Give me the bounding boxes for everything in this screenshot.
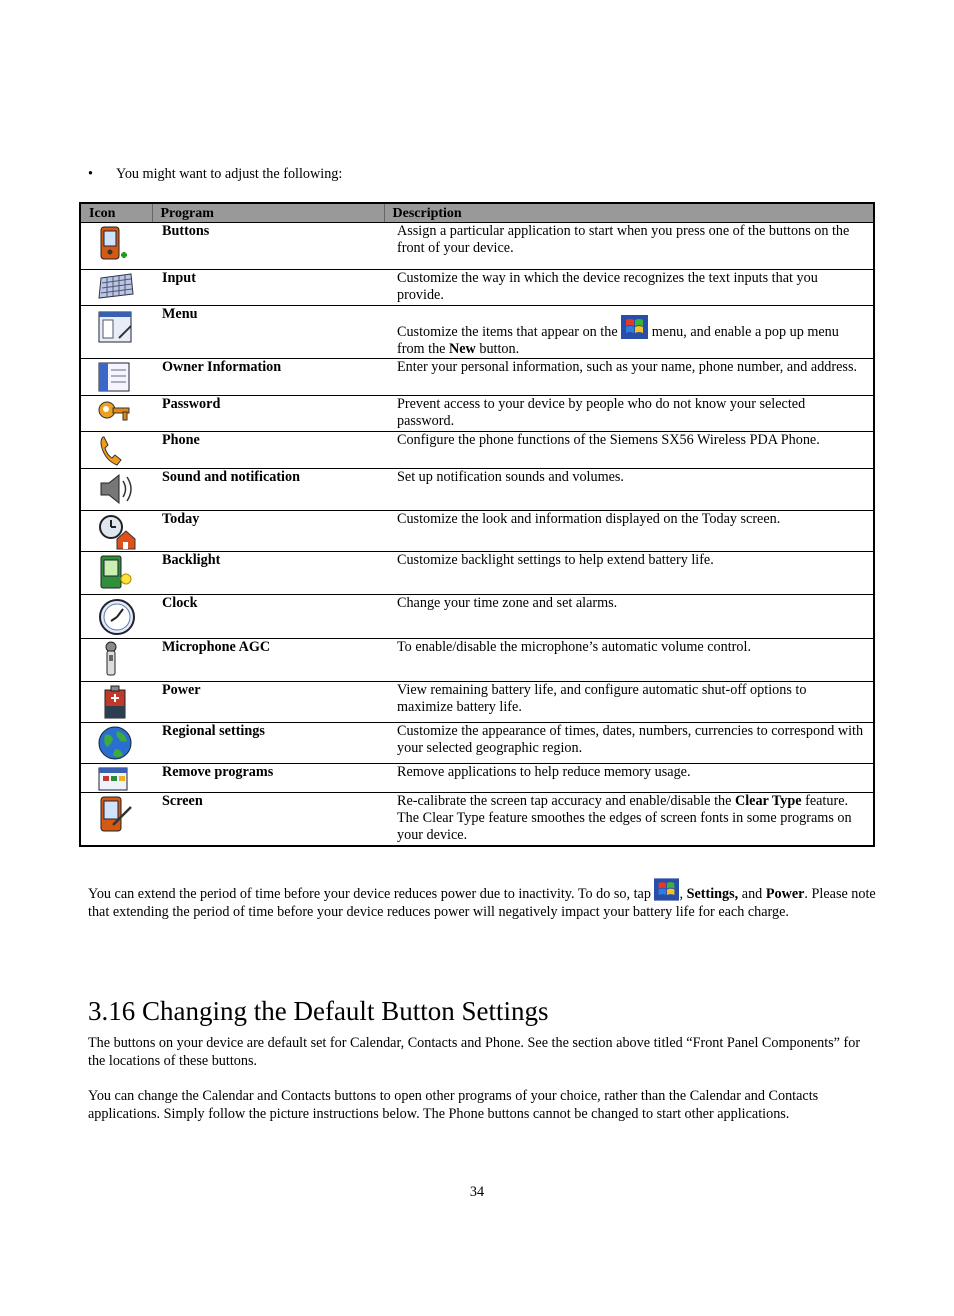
header-icon: Icon xyxy=(80,203,152,223)
program-name: Microphone AGC xyxy=(152,639,384,682)
remove-programs-icon xyxy=(97,766,133,792)
desc-text: button. xyxy=(475,341,520,357)
power-note-text: , xyxy=(679,886,687,902)
desc-text: Re-calibrate the screen tap accuracy and enable/disable the xyxy=(397,793,735,809)
power-bold-text: Power xyxy=(765,886,805,902)
table-row xyxy=(80,359,874,396)
power-note-paragraph xyxy=(88,878,878,921)
icon-cell xyxy=(80,639,152,682)
header-description: Description xyxy=(384,203,874,223)
program-description: Assign a particular application to start when you press one of the buttons on the front of your device. xyxy=(384,223,874,270)
program-name: Backlight xyxy=(152,552,384,595)
section-paragraph-2: You can change the Calendar and Contacts buttons to open other programs of your choice, rather than the Calendar and Contacts applications. Simply follow the picture instructions below. The Phone buttons cannot be changed to start other applications. xyxy=(88,1088,819,1122)
power-icon xyxy=(97,684,135,722)
program-description: Customize the way in which the device recognizes the text inputs that you provide. xyxy=(384,270,874,306)
icon-cell xyxy=(80,396,152,432)
icon-cell xyxy=(80,764,152,793)
program-name: Phone xyxy=(152,432,384,469)
program-name: Today xyxy=(152,511,384,552)
table-row xyxy=(80,764,874,793)
table-row xyxy=(80,552,874,595)
table-row xyxy=(80,223,874,270)
table-row xyxy=(80,723,874,764)
program-description: Enter your personal information, such as your name, phone number, and address. xyxy=(384,359,874,396)
power-note-text: . Please note that extending the period of time before your device reduces power will negatively impact your battery life for each charge. xyxy=(88,886,876,920)
program-description: Configure the phone functions of the Siemens SX56 Wireless PDA Phone. xyxy=(384,432,874,469)
program-description xyxy=(384,793,874,846)
section-paragraph-1: The buttons on your device are default set for Calendar, Contacts and Phone. See the section above titled “Front Panel Components” for the locations of these buttons. xyxy=(88,1035,861,1069)
settings-bold-text: Settings, xyxy=(686,886,739,902)
table-header-row xyxy=(80,203,874,223)
program-description xyxy=(384,306,874,359)
power-note-text: and xyxy=(738,886,766,902)
icon-cell xyxy=(80,595,152,639)
program-name: Sound and notification xyxy=(152,469,384,511)
section-heading: 3.16 Changing the Default Button Settings xyxy=(88,996,549,1026)
power-note-text: You can extend the period of time before your device reduces power due to inactivity. To do so, tap xyxy=(88,886,655,902)
table-row xyxy=(80,639,874,682)
icon-cell xyxy=(80,469,152,511)
desc-bold-text: New xyxy=(449,341,476,357)
clock-icon xyxy=(97,597,137,637)
program-name: Menu xyxy=(152,306,384,359)
table-row xyxy=(80,306,874,359)
program-name: Power xyxy=(152,682,384,723)
table-row xyxy=(80,682,874,723)
table-row xyxy=(80,469,874,511)
table-row xyxy=(80,396,874,432)
phone-icon xyxy=(97,434,127,468)
table-row xyxy=(80,511,874,552)
icon-cell xyxy=(80,723,152,764)
program-name: Remove programs xyxy=(152,764,384,793)
menu-icon xyxy=(97,308,135,346)
program-description: Customize the look and information displayed on the Today screen. xyxy=(384,511,874,552)
program-name: Regional settings xyxy=(152,723,384,764)
program-name: Clock xyxy=(152,595,384,639)
globe-icon xyxy=(97,725,135,763)
desc-text: Customize the items that appear on the xyxy=(397,324,622,340)
program-description: Change your time zone and set alarms. xyxy=(384,595,874,639)
program-description: Customize the appearance of times, dates, numbers, currencies to correspond with your selected geographic region. xyxy=(384,723,874,764)
input-icon xyxy=(97,272,135,302)
program-description: Customize backlight settings to help extend battery life. xyxy=(384,552,874,595)
table-row xyxy=(80,793,874,846)
sound-icon xyxy=(97,471,137,507)
windows-start-icon xyxy=(621,315,648,339)
icon-cell xyxy=(80,223,152,270)
today-icon xyxy=(97,513,137,551)
icon-cell xyxy=(80,432,152,469)
program-description: To enable/disable the microphone’s automatic volume control. xyxy=(384,639,874,682)
table-row xyxy=(80,432,874,469)
table-row xyxy=(80,270,874,306)
program-name: Password xyxy=(152,396,384,432)
desc-text: menu, and enable a pop up menu from the xyxy=(397,324,839,357)
password-icon xyxy=(97,398,135,428)
program-name: Input xyxy=(152,270,384,306)
owner-information-icon xyxy=(97,361,133,393)
program-description: Set up notification sounds and volumes. xyxy=(384,469,874,511)
program-description: Prevent access to your device by people who do not know your selected password. xyxy=(384,396,874,432)
table-row xyxy=(80,595,874,639)
program-name: Screen xyxy=(152,793,384,846)
microphone-icon xyxy=(97,641,127,681)
icon-cell xyxy=(80,793,152,846)
program-name: Buttons xyxy=(152,223,384,270)
header-program: Program xyxy=(152,203,384,223)
program-name: Owner Information xyxy=(152,359,384,396)
desc-bold-text: Clear Type xyxy=(734,793,802,809)
icon-cell xyxy=(80,270,152,306)
intro-text: You might want to adjust the following: xyxy=(116,166,343,182)
settings-table xyxy=(79,202,875,847)
windows-start-icon xyxy=(654,878,679,901)
desc-text: feature. The Clear Type feature smoothes the edges of screen fonts in some programs on your device. xyxy=(397,793,852,843)
icon-cell xyxy=(80,306,152,359)
buttons-icon xyxy=(97,225,131,265)
icon-cell xyxy=(80,511,152,552)
page-number: 34 xyxy=(469,1184,485,1200)
icon-cell xyxy=(80,359,152,396)
bullet-glyph: • xyxy=(88,166,93,182)
screen-icon xyxy=(97,795,135,835)
program-description: View remaining battery life, and configure automatic shut-off options to maximize battery life. xyxy=(384,682,874,723)
icon-cell xyxy=(80,552,152,595)
program-description: Remove applications to help reduce memory usage. xyxy=(384,764,874,793)
icon-cell xyxy=(80,682,152,723)
backlight-icon xyxy=(97,554,135,592)
